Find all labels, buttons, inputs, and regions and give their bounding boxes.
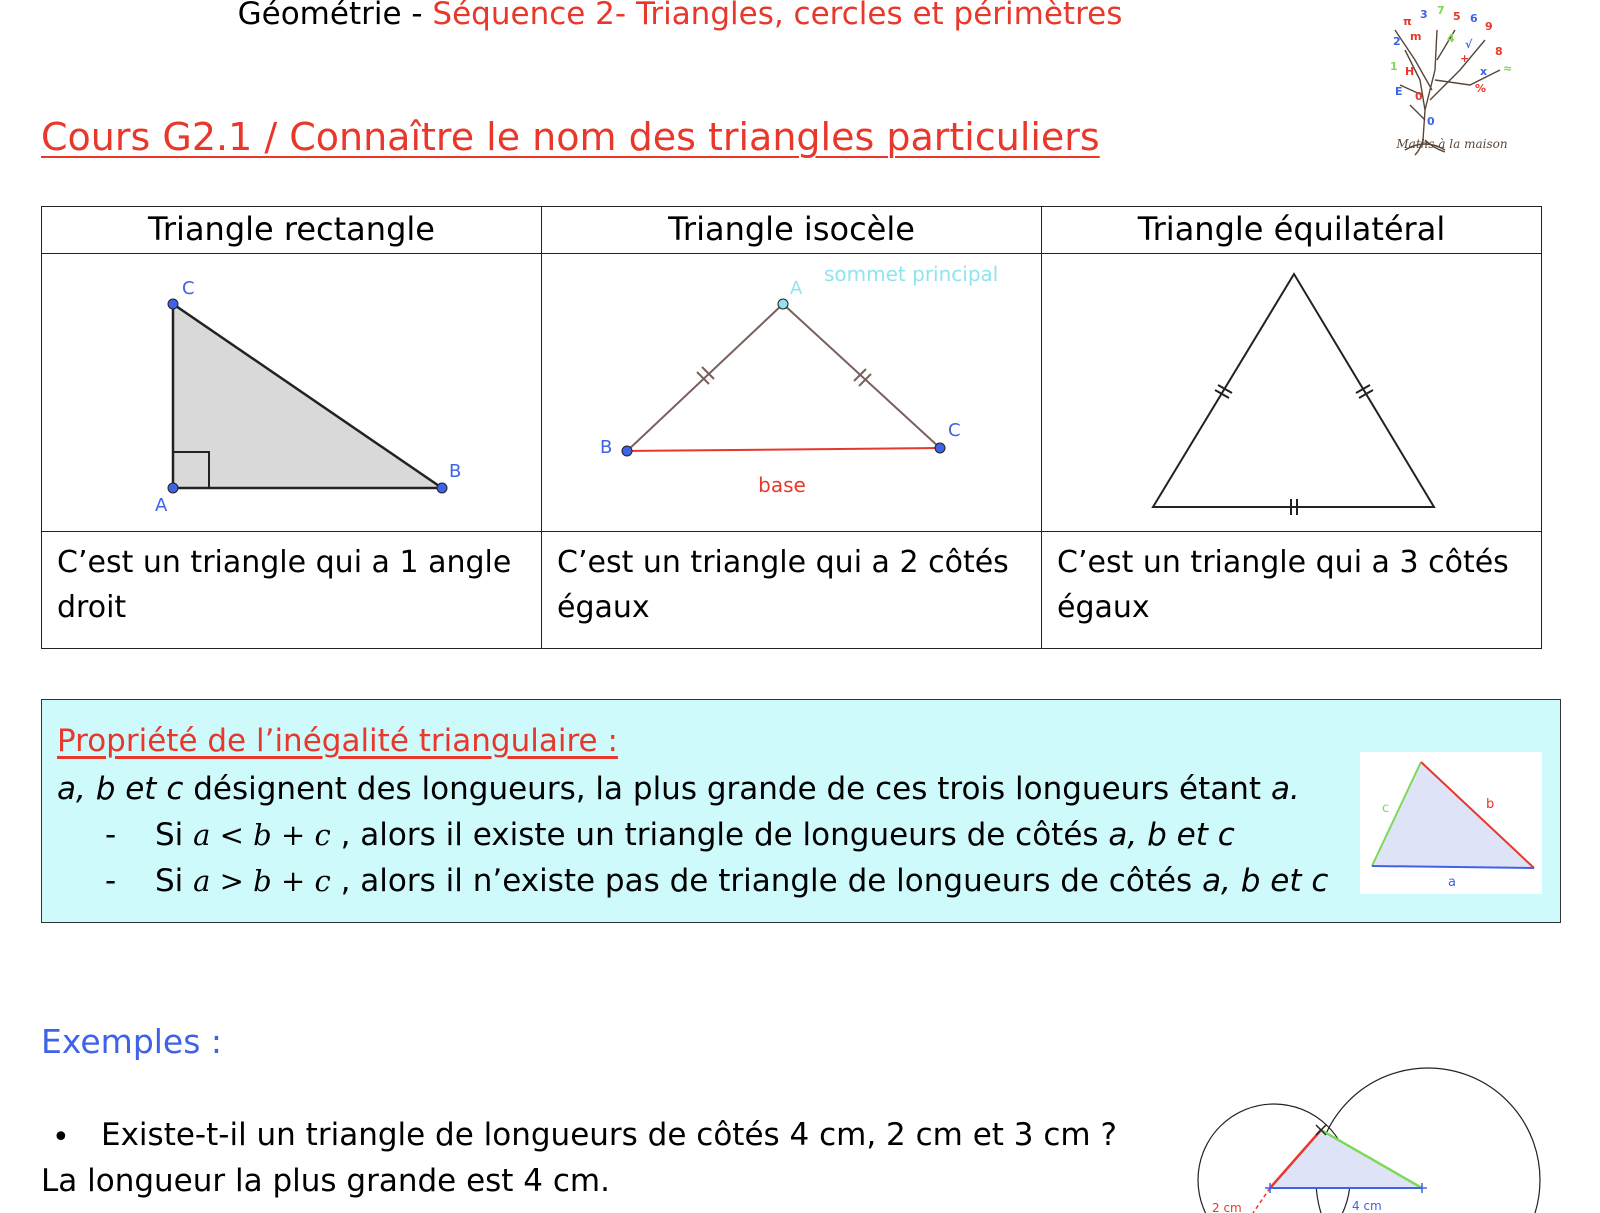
intro-text: désignent des longueurs, la plus grande de ces trois longueurs étant (183, 771, 1271, 807)
side-a-label: a (1448, 875, 1456, 890)
svg-text:8: 8 (1495, 45, 1503, 58)
vertex-b-label: B (449, 461, 462, 482)
svg-text:m: m (1410, 30, 1422, 43)
intro-end: a. (1270, 771, 1300, 807)
logo-caption: Maths à la maison (1396, 137, 1508, 151)
vertex-b-label: B (600, 437, 613, 458)
right-triangle-figure (42, 254, 542, 531)
svg-text:E: E (1395, 85, 1403, 98)
svg-text:5: 5 (1453, 10, 1461, 23)
svg-text:+: + (1460, 52, 1470, 65)
description-right-triangle: C’est un triangle qui a 1 angle droit (42, 532, 542, 649)
inequality-triangle-figure (1360, 752, 1542, 894)
svg-text:1: 1 (1390, 60, 1398, 73)
svg-text:0: 0 (1415, 90, 1423, 103)
svg-text:2: 2 (1393, 35, 1401, 48)
description-isosceles-triangle: C’est un triangle qui a 2 côtés égaux (542, 532, 1042, 649)
property-line-not-exists (105, 860, 1328, 902)
header-isosceles-triangle: Triangle isocèle (542, 207, 1042, 254)
line1-prefix: Si (155, 817, 194, 853)
vertex-c-label: C (182, 278, 195, 299)
example-bullet: • (52, 1120, 70, 1155)
vertex-a-label: A (155, 495, 168, 516)
isosceles-triangle-figure (542, 254, 1042, 531)
example-answer: La longueur la plus grande est 4 cm. (41, 1163, 610, 1199)
line2-prefix: Si (155, 863, 194, 899)
property-intro (57, 768, 1300, 810)
header-right-triangle: Triangle rectangle (42, 207, 542, 254)
figure-cell-right (42, 254, 542, 532)
line2-text: , alors il n’existe pas de triangle de longueurs de côtés (330, 863, 1203, 899)
intro-vars: a, b et c (57, 771, 184, 807)
header-equilateral-triangle: Triangle équilatéral (1042, 207, 1542, 254)
line2-math: a > b + c (193, 864, 331, 898)
triangle-types-table (41, 206, 1542, 649)
property-line-exists (105, 814, 1235, 856)
left-length-label: 2 cm (1212, 1201, 1242, 1213)
svg-text:6: 6 (1470, 12, 1478, 25)
right-length-label: 4 cm (1352, 1199, 1382, 1213)
line1-sides: a, b et c (1108, 817, 1235, 853)
svg-text:√: √ (1465, 38, 1473, 51)
svg-text:9: 9 (1485, 20, 1493, 33)
svg-text:7: 7 (1437, 4, 1445, 17)
sequence-title: Séquence 2- Triangles, cercles et périmètres (432, 0, 1123, 32)
svg-text:0: 0 (1427, 115, 1435, 128)
property-box (41, 699, 1561, 923)
page-header (0, 0, 1360, 34)
cours-title: Cours G2.1 / Connaître le nom des triangles particuliers (41, 115, 1100, 159)
description-equilateral-triangle: C’est un triangle qui a 3 côtés égaux (1042, 532, 1542, 649)
header-prefix: Géométrie - (237, 0, 433, 32)
svg-text:π: π (1403, 15, 1412, 28)
line1-text: , alors il existe un triangle de longueurs de côtés (330, 817, 1109, 853)
dash-bullet: - (105, 817, 117, 853)
example-question: Existe-t-il un triangle de longueurs de côtés 4 cm, 2 cm et 3 cm ? (101, 1117, 1117, 1153)
vertex-a-label: A (790, 278, 803, 299)
example-construction-figure (1188, 1060, 1548, 1213)
dash-bullet: - (105, 863, 117, 899)
svg-text:H: H (1405, 65, 1415, 78)
base-label: base (758, 473, 806, 497)
svg-text:≈: ≈ (1503, 62, 1513, 75)
side-b-label: b (1486, 797, 1495, 812)
figure-cell-equilateral (1042, 254, 1542, 532)
svg-text:x: x (1480, 65, 1488, 78)
property-title: Propriété de l’inégalité triangulaire : (57, 723, 618, 759)
figure-cell-isosceles (542, 254, 1042, 532)
svg-text:4: 4 (1447, 32, 1455, 45)
logo-tree (1375, 0, 1530, 170)
side-c-label: c (1382, 801, 1390, 816)
apex-label: sommet principal (824, 262, 999, 286)
examples-title: Exemples : (41, 1022, 223, 1061)
svg-text:%: % (1475, 82, 1487, 95)
vertex-c-label: C (948, 420, 961, 441)
line2-sides: a, b et c (1202, 863, 1329, 899)
line1-math: a < b + c (193, 818, 331, 852)
equilateral-triangle-figure (1042, 254, 1542, 531)
svg-text:3: 3 (1420, 8, 1428, 21)
